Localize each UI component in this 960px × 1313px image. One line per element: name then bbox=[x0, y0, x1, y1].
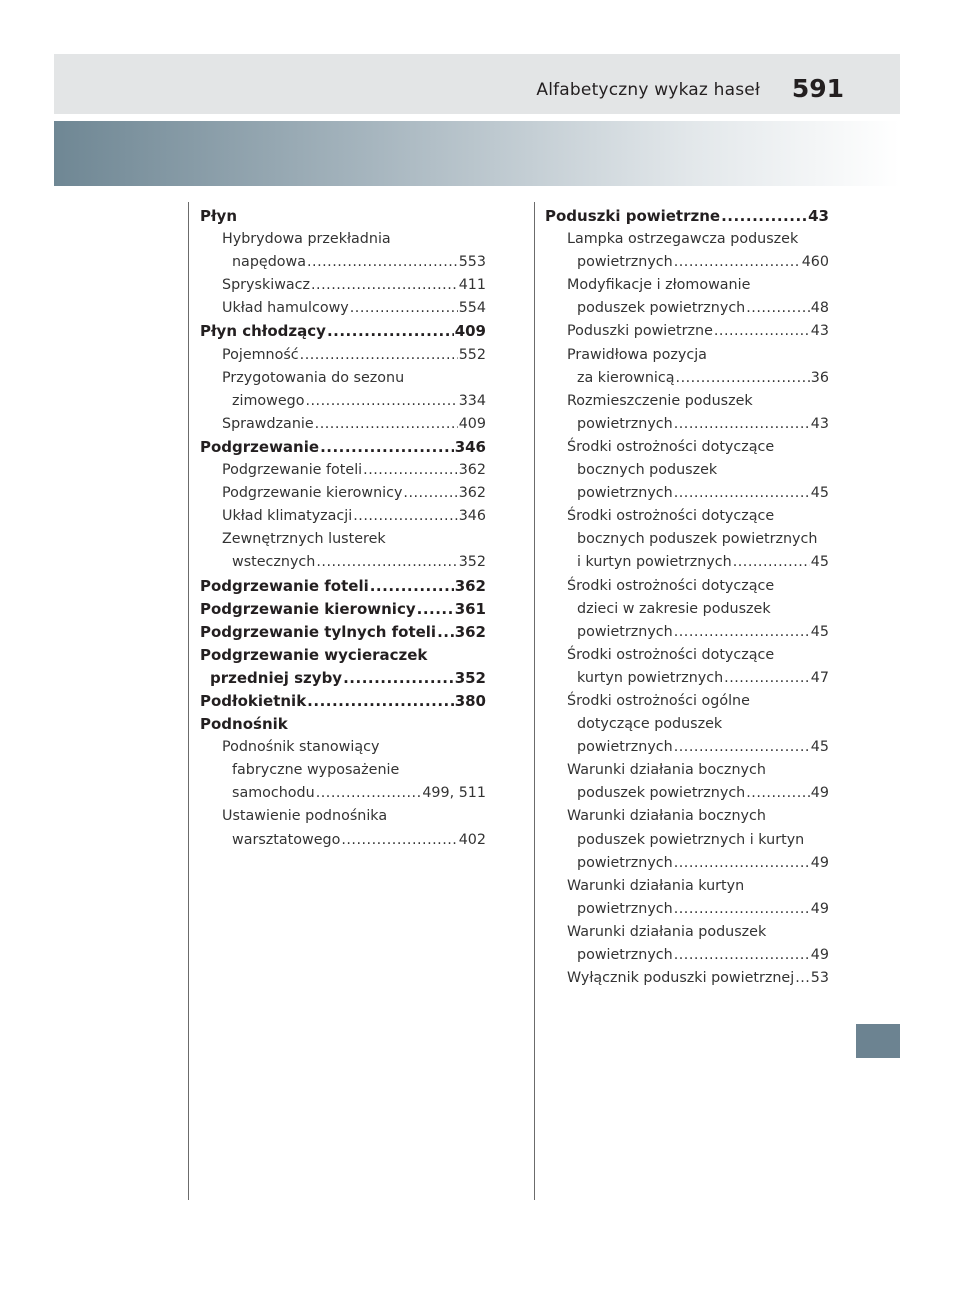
entry-text: bocznych poduszek powietrznych bbox=[577, 531, 818, 548]
dot-leader bbox=[733, 551, 810, 574]
index-entry-main bbox=[200, 320, 486, 343]
dot-leader bbox=[320, 436, 454, 459]
entry-text: powietrznych bbox=[577, 739, 673, 756]
dot-leader bbox=[674, 251, 801, 274]
page-header bbox=[54, 54, 900, 114]
entry-text: Podgrzewanie foteli bbox=[200, 576, 369, 595]
index-entry-main bbox=[200, 598, 486, 621]
dot-leader bbox=[305, 390, 457, 413]
entry-page-ref: 553 bbox=[458, 254, 486, 271]
dot-leader bbox=[370, 575, 454, 598]
index-entry-sub bbox=[545, 875, 829, 921]
entry-text: Warunki działania bocznych bbox=[567, 762, 766, 779]
entry-page-ref: 45 bbox=[810, 554, 829, 571]
entry-text: Podgrzewanie wycieraczek bbox=[200, 645, 428, 664]
index-entry-sub bbox=[200, 274, 486, 297]
dot-leader bbox=[674, 413, 810, 436]
index-entry-sub bbox=[200, 482, 486, 505]
entry-text: Pojemność bbox=[222, 346, 299, 363]
page-number: 591 bbox=[791, 74, 844, 103]
index-entry-sub bbox=[545, 805, 829, 874]
entry-page-ref: 362 bbox=[458, 485, 486, 502]
entry-page-ref: 409 bbox=[454, 322, 486, 341]
entry-text: Lampka ostrzegawcza poduszek bbox=[567, 231, 799, 248]
entry-page-ref: 47 bbox=[810, 669, 829, 686]
index-entry-sub bbox=[200, 344, 486, 367]
dot-leader bbox=[674, 944, 810, 967]
index-entry-main bbox=[200, 713, 486, 736]
entry-page-ref: 409 bbox=[458, 415, 486, 432]
dot-leader bbox=[307, 251, 458, 274]
entry-page-ref: 49 bbox=[810, 785, 829, 802]
entry-page-ref: 49 bbox=[810, 900, 829, 917]
entry-text: wstecznych bbox=[232, 554, 316, 571]
entry-text: Płyn bbox=[200, 207, 238, 225]
entry-text: za kierownicą bbox=[577, 369, 675, 386]
entry-text: Układ hamulcowy bbox=[222, 300, 349, 317]
entry-text: Spryskiwacz bbox=[222, 277, 311, 294]
dot-leader bbox=[417, 598, 454, 621]
entry-text: Środki ostrożności dotyczące bbox=[567, 646, 775, 663]
entry-text: Podgrzewanie bbox=[200, 437, 320, 456]
index-entry-sub bbox=[200, 805, 486, 851]
dot-leader bbox=[746, 297, 810, 320]
entry-page-ref: 362 bbox=[454, 622, 486, 641]
entry-text: dzieci w zakresie poduszek bbox=[577, 600, 771, 617]
entry-text: Warunki działania bocznych bbox=[567, 808, 766, 825]
entry-text: Podnośnik stanowiący bbox=[222, 739, 380, 756]
entry-page-ref: 352 bbox=[458, 554, 486, 571]
index-entry-sub bbox=[200, 367, 486, 413]
entry-page-ref: 380 bbox=[454, 691, 486, 710]
entry-page-ref: 352 bbox=[454, 668, 486, 687]
index-entry-main bbox=[200, 621, 486, 644]
entry-page-ref: 53 bbox=[810, 970, 829, 987]
entry-page-ref: 49 bbox=[810, 947, 829, 963]
index-entry-sub bbox=[200, 413, 486, 436]
index-entry-main bbox=[200, 205, 486, 228]
dot-leader bbox=[316, 551, 457, 574]
dot-leader bbox=[674, 736, 810, 759]
entry-text: Zewnętrznych lusterek bbox=[222, 531, 386, 548]
entry-text: Rozmieszczenie poduszek bbox=[567, 392, 753, 409]
left-column-rule bbox=[188, 202, 189, 1200]
entry-text: powietrznych bbox=[577, 623, 673, 640]
entry-page-ref: 362 bbox=[454, 576, 486, 595]
entry-text: warsztatowego bbox=[232, 831, 341, 848]
entry-text: powietrznych bbox=[577, 947, 673, 963]
entry-page-ref: 334 bbox=[458, 392, 486, 409]
index-entry-sub bbox=[545, 967, 829, 990]
entry-text: kurtyn powietrznych bbox=[577, 669, 724, 686]
entry-page-ref: 411 bbox=[458, 277, 486, 294]
entry-text: Warunki działania poduszek bbox=[567, 923, 767, 940]
index-entry-main bbox=[200, 644, 486, 690]
dot-leader bbox=[300, 344, 458, 367]
entry-page-ref: 402 bbox=[458, 831, 486, 848]
entry-page-ref: 361 bbox=[454, 599, 486, 618]
entry-text: Podgrzewanie kierownicy bbox=[222, 485, 403, 502]
entry-page-ref: 36 bbox=[810, 369, 829, 386]
entry-text: Prawidłowa pozycja bbox=[567, 346, 707, 363]
entry-text: Wyłącznik poduszki powietrznej bbox=[567, 970, 795, 987]
entry-page-ref: 552 bbox=[458, 346, 486, 363]
dot-leader bbox=[674, 621, 810, 644]
index-entry-sub bbox=[200, 228, 486, 274]
entry-text: zimowego bbox=[232, 392, 305, 409]
entry-text: Podnośnik bbox=[200, 715, 288, 734]
dot-leader bbox=[307, 690, 454, 713]
dot-leader bbox=[327, 320, 454, 343]
dot-leader bbox=[714, 320, 810, 343]
entry-page-ref: 362 bbox=[458, 462, 486, 479]
index-entry-sub bbox=[545, 436, 829, 505]
dot-leader bbox=[674, 898, 810, 921]
entry-text: powietrznych bbox=[577, 485, 673, 502]
entry-text: poduszek powietrznych bbox=[577, 785, 746, 802]
entry-page-ref: 499, 511 bbox=[422, 785, 486, 802]
entry-text: Ustawienie podnośnika bbox=[222, 808, 388, 825]
dot-leader bbox=[795, 967, 810, 990]
index-entry-sub bbox=[200, 736, 486, 805]
dot-leader bbox=[343, 667, 454, 690]
index-entry-sub bbox=[545, 228, 829, 274]
right-column-rule bbox=[534, 202, 535, 1200]
entry-text: poduszek powietrznych bbox=[577, 300, 746, 317]
entry-page-ref: 460 bbox=[801, 254, 829, 271]
index-entry-main bbox=[200, 436, 486, 459]
entry-text: i kurtyn powietrznych bbox=[577, 554, 732, 571]
entry-text: bocznych poduszek bbox=[577, 462, 718, 479]
entry-page-ref: 45 bbox=[810, 623, 829, 640]
dot-leader bbox=[363, 459, 458, 482]
entry-text: Poduszki powietrzne bbox=[545, 207, 721, 225]
entry-page-ref: 45 bbox=[810, 485, 829, 502]
entry-text: Hybrydowa przekładnia bbox=[222, 231, 391, 248]
section-tab bbox=[856, 1024, 900, 1058]
entry-text: Przygotowania do sezonu bbox=[222, 369, 405, 386]
header-title: Alfabetyczny wykaz haseł bbox=[536, 80, 760, 100]
entry-text: Warunki działania kurtyn bbox=[567, 877, 745, 894]
dot-leader bbox=[350, 297, 458, 320]
entry-page-ref: 346 bbox=[458, 508, 486, 525]
dot-leader bbox=[674, 852, 810, 875]
entry-text: Środki ostrożności dotyczące bbox=[567, 577, 775, 594]
dot-leader bbox=[437, 621, 454, 644]
index-entry-main bbox=[200, 575, 486, 598]
entry-text: poduszek powietrznych i kurtyn bbox=[577, 831, 805, 848]
dot-leader bbox=[721, 205, 807, 228]
entry-text: Poduszki powietrzne bbox=[567, 323, 713, 340]
decorative-gradient-band bbox=[54, 121, 900, 186]
entry-text: Środki ostrożności dotyczące bbox=[567, 438, 775, 455]
entry-page-ref: 43 bbox=[810, 415, 829, 432]
dot-leader bbox=[746, 782, 810, 805]
index-entry-sub bbox=[545, 575, 829, 644]
dot-leader bbox=[403, 482, 457, 505]
entry-text: Środki ostrożności ogólne bbox=[567, 692, 750, 709]
index-entry-sub bbox=[545, 344, 829, 390]
index-entry-sub bbox=[200, 297, 486, 320]
index-entry-sub bbox=[545, 759, 829, 805]
entry-page-ref: 43 bbox=[808, 207, 829, 225]
entry-page-ref: 48 bbox=[810, 300, 829, 317]
index-entry-sub bbox=[545, 390, 829, 436]
index-entry-sub bbox=[545, 274, 829, 320]
entry-text: powietrznych bbox=[577, 415, 673, 432]
dot-leader bbox=[316, 782, 422, 805]
entry-text: Podgrzewanie kierownicy bbox=[200, 599, 416, 618]
entry-text: Podgrzewanie foteli bbox=[222, 462, 363, 479]
entry-text: samochodu bbox=[232, 785, 315, 802]
entry-text: przedniej szyby bbox=[210, 668, 343, 687]
entry-text: napędowa bbox=[232, 254, 306, 271]
entry-page-ref: 554 bbox=[458, 300, 486, 317]
entry-text: Układ klimatyzacji bbox=[222, 508, 353, 525]
index-entry-main bbox=[545, 205, 829, 228]
entry-text: powietrznych bbox=[577, 900, 673, 917]
entry-text: Modyfikacje i złomowanie bbox=[567, 277, 751, 294]
dot-leader bbox=[311, 274, 458, 297]
dot-leader bbox=[315, 413, 458, 436]
index-column-left bbox=[200, 205, 486, 852]
index-entry-sub bbox=[200, 505, 486, 528]
entry-page-ref: 49 bbox=[810, 854, 829, 871]
entry-text: Środki ostrożności dotyczące bbox=[567, 508, 775, 525]
entry-page-ref: 45 bbox=[810, 739, 829, 756]
index-entry-sub bbox=[200, 459, 486, 482]
dot-leader bbox=[724, 667, 810, 690]
entry-page-ref: 346 bbox=[454, 437, 486, 456]
entry-text: Sprawdzanie bbox=[222, 415, 314, 432]
entry-text: Podgrzewanie tylnych foteli bbox=[200, 622, 437, 641]
entry-text: fabryczne wyposażenie bbox=[232, 762, 400, 779]
index-entry-sub bbox=[545, 320, 829, 343]
dot-leader bbox=[341, 829, 457, 852]
index-entry-sub bbox=[200, 528, 486, 574]
entry-text: Podłokietnik bbox=[200, 691, 307, 710]
entry-text: powietrznych bbox=[577, 854, 673, 871]
dot-leader bbox=[676, 367, 810, 390]
entry-page-ref: 43 bbox=[810, 323, 829, 340]
entry-text: powietrznych bbox=[577, 254, 673, 271]
entry-text: Płyn chłodzący bbox=[200, 322, 326, 341]
index-entry-sub bbox=[545, 505, 829, 574]
index-column-right bbox=[545, 205, 829, 990]
index-entry-main bbox=[200, 690, 486, 713]
index-entry-sub bbox=[545, 690, 829, 759]
entry-text: dotyczące poduszek bbox=[577, 716, 723, 733]
dot-leader bbox=[674, 482, 810, 505]
dot-leader bbox=[353, 505, 457, 528]
index-entry-sub bbox=[545, 921, 829, 967]
index-entry-sub bbox=[545, 644, 829, 690]
